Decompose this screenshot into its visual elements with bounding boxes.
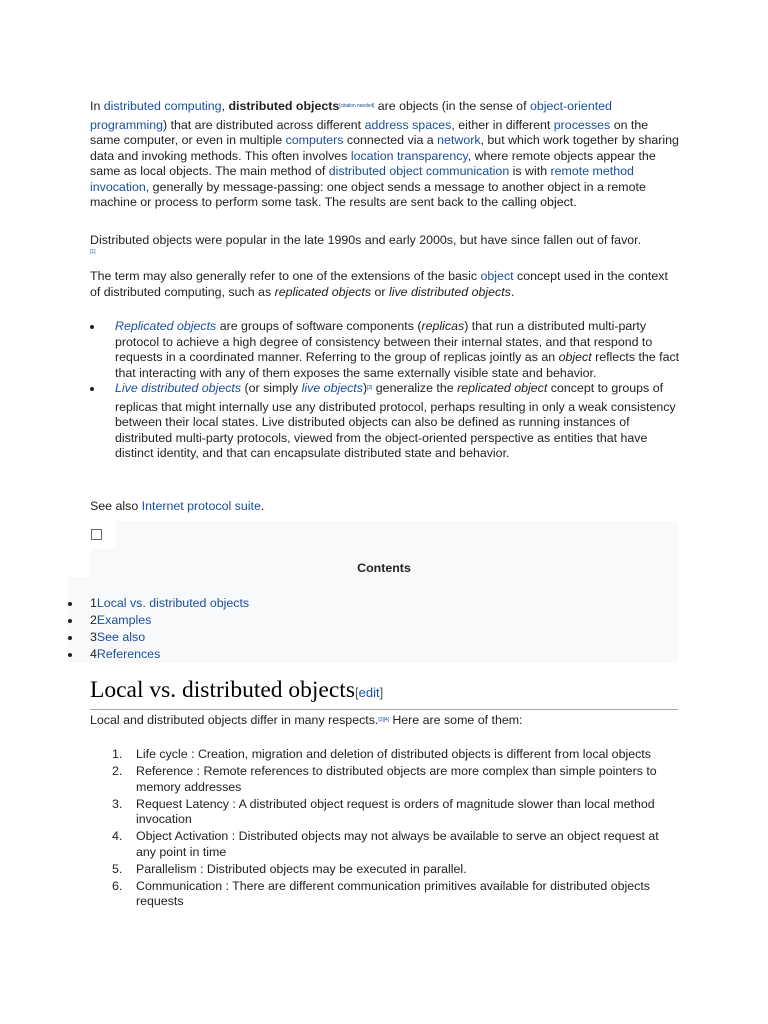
item-number: 3. — [112, 796, 123, 811]
citation-needed-link[interactable]: [citation needed] — [339, 103, 375, 109]
heading-text: Local vs. distributed objects — [90, 677, 355, 703]
text: (or simply — [241, 381, 302, 395]
list-item — [112, 862, 682, 878]
item-number: 5. — [112, 861, 123, 876]
toc-item[interactable] — [68, 646, 249, 663]
item-number: 1. — [112, 747, 123, 761]
text: Distributed objects were popular in the late 1990s and early 2000s, but have since fallen out of favor. — [90, 233, 642, 247]
item-text: Communication : There are different communication primitives available for distributed objects requests — [136, 878, 650, 908]
bullet-icon — [90, 325, 94, 329]
item-text: Life cycle : Creation, migration and deletion of distributed objects is different from local objects — [136, 747, 651, 761]
text: connected via a — [343, 133, 438, 147]
link-remote-method-invocation[interactable]: remote method invocation — [90, 164, 634, 194]
item-text: Request Latency : A distributed object request is orders of magnitude slower than local method invocation — [136, 796, 655, 826]
item-number: 4. — [112, 829, 123, 843]
text: ) — [362, 381, 368, 395]
section-intro — [90, 713, 680, 732]
toc-item[interactable] — [68, 595, 249, 612]
reference-link[interactable]: [3][4] — [378, 717, 389, 723]
emphasis: object — [558, 350, 592, 364]
link-live-objects[interactable] — [302, 381, 363, 395]
link-object[interactable]: object — [480, 269, 514, 283]
text: are groups of software components ( — [216, 319, 422, 333]
emphasis: replicated objects — [274, 284, 372, 299]
emphasis: replicas — [421, 319, 465, 333]
reference-link[interactable]: [2] — [367, 385, 373, 391]
see-also-line — [90, 499, 680, 515]
text: concept to groups of replicas that might internally use any distributed protocol, perhaps resulting in only a weak consistency between their local states. Live distributed objects can also be defined as running instances of distributed multi-party protocols, viewed from the object-oriented perspective as entities that have distinct identity, and that can encapsulate distributed state and behavior. — [115, 381, 676, 460]
toc-link-local-vs-distributed[interactable]: Local vs. distributed objects — [96, 596, 250, 610]
reference-link[interactable]: [1] — [90, 248, 96, 255]
link-location-transparency[interactable]: location transparency — [350, 148, 468, 163]
intro-paragraph — [90, 99, 680, 211]
item-text: Reference : Remote references to distributed objects are more complex than simple pointers to memory addresses — [136, 764, 657, 794]
text: are objects (in the sense of — [374, 99, 530, 113]
list-item — [112, 747, 682, 763]
item-number: 2. — [112, 764, 123, 778]
toc-title: Contents — [357, 561, 411, 575]
bullet-icon — [68, 602, 72, 606]
differences-list — [112, 747, 682, 911]
text: is with — [509, 164, 551, 178]
list-item — [90, 319, 680, 381]
text: The term may also generally refer to one of the extensions of the basic — [90, 269, 481, 283]
text: . — [510, 284, 515, 299]
link-text: live objects — [301, 381, 363, 395]
bullet-icon — [90, 387, 94, 391]
toc-number: 2 — [90, 613, 97, 627]
toc-number: 4 — [90, 647, 97, 661]
link-replicated-objects[interactable] — [115, 319, 216, 333]
link-text: Replicated objects — [115, 319, 217, 333]
text: See also — [90, 499, 142, 513]
toc-link-examples[interactable]: Examples — [96, 613, 152, 627]
bracket: ] — [379, 685, 384, 700]
text: , either in different — [451, 117, 554, 132]
toc-link-references[interactable]: References — [96, 647, 161, 661]
toc-number: 3 — [90, 630, 97, 644]
link-distributed-object-communication[interactable]: distributed object communication — [328, 164, 510, 178]
text: ) that run a distributed multi-party protocol to achieve a high degree of consistency between their internal states, and that respond to requests in a coordinated manner. Referring to the group of replicas jointly as an — [115, 319, 653, 364]
text: Local and distributed objects differ in many respects. — [90, 713, 379, 727]
text: , where remote objects appear the same as local objects. The main method of — [90, 148, 656, 178]
emphasis: replicated object — [457, 381, 548, 395]
bullet-icon — [68, 653, 72, 657]
toc-list — [68, 595, 249, 663]
object-types-list — [90, 319, 680, 462]
bracket: [ — [354, 685, 359, 700]
text: In — [90, 99, 104, 113]
link-address-spaces[interactable]: address spaces — [364, 117, 452, 132]
link-text: Live distributed objects — [115, 381, 242, 395]
toc-item[interactable] — [68, 612, 249, 629]
toc-link-see-also[interactable]: See also — [96, 630, 146, 644]
text: ) that are distributed across different — [163, 117, 365, 132]
link-computers[interactable]: computers — [285, 133, 344, 147]
text: or — [371, 284, 389, 299]
toc-toggle-checkbox[interactable] — [91, 529, 102, 540]
emphasis: live distributed objects — [388, 284, 511, 299]
link-network[interactable]: network — [437, 133, 481, 147]
list-item — [90, 381, 680, 462]
list-item — [112, 829, 682, 860]
item-text: Object Activation : Distributed objects may not always be available to serve an object request at any point in time — [136, 829, 659, 859]
link-distributed-computing[interactable]: distributed computing — [103, 99, 222, 113]
section-heading — [90, 675, 678, 710]
text: reflects the fact that interacting with any of them exposes the same externally visible state and behavior. — [115, 350, 680, 380]
text: . — [260, 499, 265, 513]
edit-link[interactable]: edit — [358, 685, 380, 700]
text: Here are some of them: — [388, 713, 523, 727]
item-number: 6. — [112, 878, 123, 893]
link-internet-protocol-suite[interactable]: Internet protocol suite — [141, 499, 261, 513]
list-item — [112, 764, 682, 795]
link-live-distributed-objects[interactable] — [115, 381, 241, 395]
list-item — [112, 879, 682, 910]
bold-term: distributed objects — [228, 99, 340, 113]
toc-number: 1 — [90, 596, 97, 610]
toc-item[interactable] — [68, 629, 249, 646]
text: on the same computer, or even in multiple — [90, 117, 649, 147]
list-item — [112, 797, 682, 828]
text: concept used in the context of distributed computing, such as — [90, 269, 668, 299]
bullet-icon — [68, 619, 72, 623]
bullet-icon — [68, 636, 72, 640]
popularity-paragraph — [90, 233, 680, 255]
item-text: Parallelism : Distributed objects may be executed in parallel. — [136, 861, 467, 876]
term-paragraph — [90, 269, 680, 300]
text: , generally by message-passing: one object sends a message to another object in a remote machine or process to perform some task. The results are sent back to the calling object. — [90, 179, 646, 209]
text: , but which work together by sharing data and invoking methods. This often involves — [90, 133, 679, 163]
text: generalize the — [372, 381, 458, 395]
link-processes[interactable]: processes — [553, 117, 611, 132]
text: , — [221, 99, 229, 113]
link-object-oriented-programming[interactable]: object-oriented programming — [90, 99, 612, 132]
